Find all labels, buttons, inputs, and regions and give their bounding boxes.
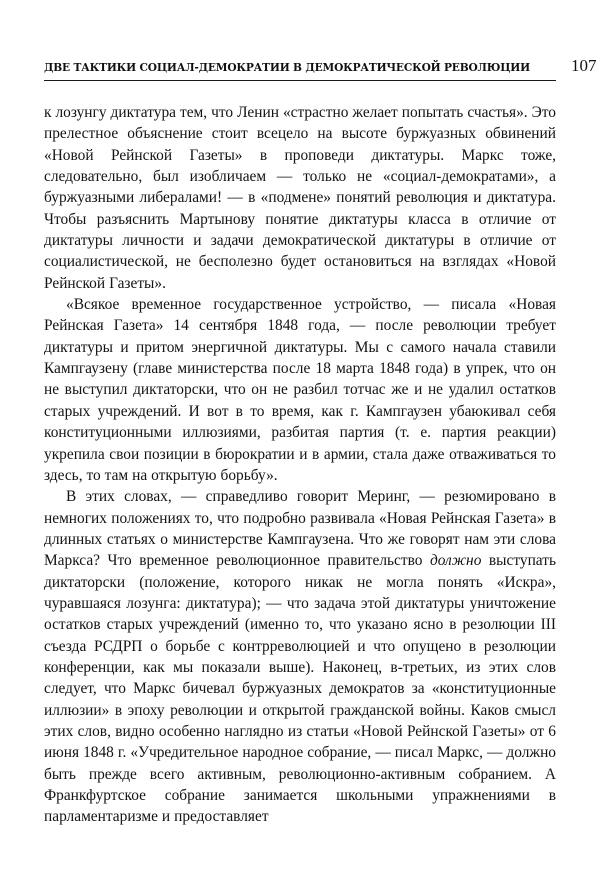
paragraph-2: «Всякое временное государственное устройство, — писала «Новая Рейнская Газета» 14 сентября 1848 года, — после революции требует диктатуры и притом энергичной диктатуры. Мы с самого начала ставили Кампгаузену (главе министерства после 18 марта 1848 года) в упрек, что он не выступил диктаторски, что он не разбил тотчас же и не удалил остатков старых учреждений. И вот в то время, как г. Кампгаузен убаюкивал себя конституционными иллюзиями, разбитая партия (т. е. партия реакции) укрепила свои позиции в бюрократии и в армии, стала даже отваживаться то здесь, то там на открытую борьбу». [44,296,556,484]
page-content [44,56,597,828]
paragraph-3: В этих словах, — справедливо говорит Меринг, — резюмировано в немногих положениях то, что подробно развивала «Новая Рейнская Газета» в длинных статьях о министерстве Кампгаузена. Что же говорят нам эти слова Маркса? Что временное революционное правительство должно выступать диктаторски (положение, которого никак не могла понять «Искра», чуравшаяся лозунга: диктатура); — что задача этой диктатуры уничтожение остатков старых учреждений (именно то, что указано ясно в резолюции III съезда РСДРП о борьбе с контрреволюцией и что опущено в резолюции конференции, как мы показали выше). Наконец, в-третьих, из этих слов следует, что Маркс бичевал буржуазных демократов за «конституционные иллюзии» в эпоху революции и открытой гражданской войны. Каков смысл этих слов, видно особенно наглядно из статьи «Новой Рейнской Газеты» от 6 июня 1848 г. «Учредительное народное собрание, — писал Маркс, — должно быть прежде всего активным, революционно-активным собранием. А Франкфуртское собрание занимается школьными упражнениями в парламентаризме и предоставляет [44,488,556,826]
running-head-title: ДВЕ ТАКТИКИ СОЦИАЛ-ДЕМОКРАТИИ В ДЕМОКРАТИЧЕСКОЙ РЕВОЛЮЦИИ [44,60,530,74]
body-text [44,102,556,828]
paragraph-1: к лозунгу диктатура тем, что Ленин «страстно желает попытать счастья». Это прелестное объяснение стоит всецело на высоте буржуазных обвинений «Новой Рейнской Газеты» в проповеди диктатуры. Маркс тоже, следовательно, был изобличаем — только не «социал-демократами», а буржуазными либералами! — в «подмене» понятий революция и диктатура. Чтобы разъяснить Мартынову понятие диктатуры класса в отличие от диктатуры личности и задачи демократической диктатуры в отличие от социалистической, не бесполезно будет остановиться на взглядах «Новой Рейнской Газеты». [44,104,556,292]
running-head [44,56,597,81]
page-number: 107 [571,56,597,75]
